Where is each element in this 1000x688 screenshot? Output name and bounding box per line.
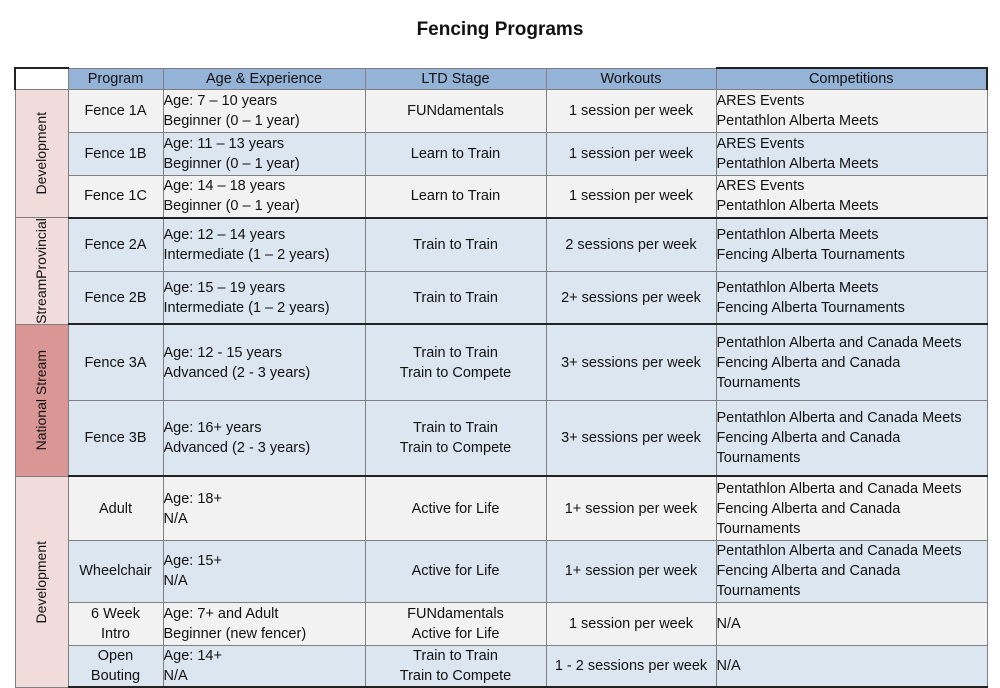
- cell-ltd-stage: [365, 133, 546, 176]
- program-line: Fence 2B: [84, 289, 147, 306]
- age-line: Beginner (new fencer): [163, 625, 307, 642]
- table-row: [15, 476, 987, 540]
- cell-program: [68, 90, 163, 133]
- cell-age-experience: [163, 400, 365, 476]
- competitions-line: Pentathlon Alberta Meets: [716, 198, 879, 215]
- group-development-1: [15, 90, 68, 218]
- table-row: [15, 218, 987, 272]
- age-line: Beginner (0 – 1 year): [163, 156, 300, 172]
- age-line: Age: 14+: [163, 648, 222, 665]
- header-corner: [15, 68, 68, 90]
- age-line: Intermediate (1 – 2 years): [163, 246, 330, 263]
- program-line: Adult: [98, 500, 133, 517]
- page-title: Fencing Programs: [416, 19, 584, 40]
- cell-workouts: 1 - 2 sessions per week: [546, 645, 716, 687]
- ltd-line: Active for Life: [411, 625, 500, 642]
- age-line: Beginner (0 – 1 year): [163, 198, 300, 215]
- competitions-line: Tournaments: [716, 374, 801, 391]
- ltd-line: FUNdamentals: [407, 605, 504, 622]
- cell-age-experience: [163, 476, 365, 540]
- competitions-line: ARES Events: [716, 93, 805, 109]
- cell-program: [68, 476, 163, 540]
- age-line: Age: 12 - 15 years: [163, 344, 282, 361]
- competitions-line: Fencing Alberta Tournaments: [716, 246, 905, 263]
- cell-program: [68, 645, 163, 687]
- program-line: Fence 2A: [84, 236, 147, 253]
- program-line: Fence 3A: [84, 354, 147, 371]
- cell-competitions: [716, 602, 987, 645]
- ltd-line: Train to Train: [413, 420, 498, 437]
- cell-ltd-stage: [365, 272, 546, 325]
- cell-age-experience: [163, 540, 365, 602]
- competitions-line: Tournaments: [716, 583, 801, 600]
- ltd-line: Train to Train: [413, 648, 498, 665]
- ltd-line: Active for Life: [411, 563, 500, 580]
- age-line: Beginner (0 – 1 year): [163, 113, 300, 129]
- cell-program: [68, 176, 163, 218]
- cell-competitions: [716, 272, 987, 325]
- program-line: Fence 1A: [84, 103, 147, 119]
- table-row: [15, 272, 987, 325]
- age-line: Age: 7 – 10 years: [163, 93, 278, 109]
- group-label: Development: [33, 112, 49, 195]
- competitions-line: N/A: [716, 658, 741, 675]
- cell-age-experience: [163, 176, 365, 218]
- age-line: Age: 14 – 18 years: [163, 178, 286, 195]
- age-line: Age: 18+: [163, 490, 222, 507]
- competitions-line: Fencing Alberta and Canada: [716, 354, 901, 371]
- age-line: Age: 15+: [163, 553, 222, 570]
- cell-competitions: [716, 540, 987, 602]
- cell-competitions: [716, 218, 987, 272]
- competitions-line: Pentathlon Alberta and Canada Meets: [716, 334, 962, 351]
- group-label: Provincial Stream: [33, 218, 49, 324]
- cell-workouts: 1 session per week: [546, 133, 716, 176]
- cell-age-experience: [163, 324, 365, 400]
- cell-age-experience: [163, 645, 365, 687]
- competitions-line: Tournaments: [716, 450, 801, 467]
- group-label: Development: [33, 540, 49, 624]
- cell-program: [68, 540, 163, 602]
- age-line: N/A: [163, 573, 188, 590]
- cell-workouts: 1+ session per week: [546, 540, 716, 602]
- cell-competitions: [716, 324, 987, 400]
- cell-program: [68, 400, 163, 476]
- competitions-line: Fencing Alberta and Canada: [716, 430, 901, 447]
- table-row: [15, 324, 987, 400]
- table-row: [15, 176, 987, 218]
- table-row: [15, 133, 987, 176]
- ltd-line: Learn to Train: [410, 146, 501, 162]
- cell-ltd-stage: [365, 400, 546, 476]
- age-line: Advanced (2 - 3 years): [163, 364, 311, 381]
- program-line: Bouting: [90, 668, 141, 685]
- cell-competitions: [716, 645, 987, 687]
- cell-program: [68, 133, 163, 176]
- competitions-line: Pentathlon Alberta and Canada Meets: [716, 543, 962, 560]
- header-program: Program: [68, 68, 163, 90]
- competitions-line: Pentathlon Alberta and Canada Meets: [716, 410, 962, 427]
- ltd-line: FUNdamentals: [407, 103, 504, 119]
- cell-workouts: 1 session per week: [546, 90, 716, 133]
- table-row: [15, 645, 987, 687]
- age-line: N/A: [163, 668, 188, 685]
- programs-table: [14, 67, 988, 688]
- cell-age-experience: [163, 272, 365, 325]
- age-line: Age: 7+ and Adult: [163, 605, 279, 622]
- cell-ltd-stage: [365, 324, 546, 400]
- header-age-experience: Age & Experience: [163, 68, 365, 90]
- header-ltd-stage: LTD Stage: [365, 68, 546, 90]
- group-provincial-stream: [15, 218, 68, 325]
- cell-workouts: 3+ sessions per week: [546, 324, 716, 400]
- cell-age-experience: [163, 218, 365, 272]
- program-line: Open: [97, 648, 134, 665]
- cell-workouts: 1 session per week: [546, 602, 716, 645]
- cell-competitions: [716, 176, 987, 218]
- competitions-line: Fencing Alberta and Canada: [716, 563, 901, 580]
- group-development-2: [15, 476, 68, 687]
- cell-program: [68, 324, 163, 400]
- cell-workouts: 1 session per week: [546, 176, 716, 218]
- cell-workouts: 2 sessions per week: [546, 218, 716, 272]
- ltd-line: Train to Train: [413, 344, 498, 361]
- ltd-line: Train to Compete: [399, 668, 512, 685]
- cell-program: [68, 218, 163, 272]
- program-line: Intro: [100, 625, 130, 642]
- age-line: Age: 11 – 13 years: [163, 136, 285, 152]
- cell-ltd-stage: [365, 645, 546, 687]
- competitions-line: N/A: [716, 615, 741, 632]
- competitions-line: Fencing Alberta Tournaments: [716, 299, 905, 316]
- age-line: Advanced (2 - 3 years): [163, 440, 311, 457]
- cell-program: [68, 602, 163, 645]
- group-label: National Stream: [33, 350, 49, 451]
- program-line: Fence 3B: [84, 430, 147, 447]
- cell-age-experience: [163, 133, 365, 176]
- cell-ltd-stage: [365, 476, 546, 540]
- group-national-stream: [15, 324, 68, 476]
- cell-ltd-stage: [365, 218, 546, 272]
- ltd-line: Train to Compete: [399, 440, 512, 457]
- competitions-line: Pentathlon Alberta Meets: [716, 226, 879, 243]
- competitions-line: Pentathlon Alberta Meets: [716, 113, 879, 129]
- cell-workouts: 2+ sessions per week: [546, 272, 716, 325]
- header-competitions: Competitions: [716, 68, 987, 90]
- table-row: [15, 90, 987, 133]
- table-row: [15, 602, 987, 645]
- age-line: Age: 12 – 14 years: [163, 226, 286, 243]
- cell-ltd-stage: [365, 90, 546, 133]
- cell-age-experience: [163, 90, 365, 133]
- competitions-line: Pentathlon Alberta Meets: [716, 279, 879, 296]
- table-row: [15, 540, 987, 602]
- header-workouts: Workouts: [546, 68, 716, 90]
- competitions-line: Tournaments: [716, 520, 801, 537]
- age-line: Age: 16+ years: [163, 420, 262, 437]
- table-row: [15, 400, 987, 476]
- cell-age-experience: [163, 602, 365, 645]
- ltd-line: Train to Compete: [399, 364, 512, 381]
- program-line: Fence 1C: [84, 188, 147, 205]
- program-line: 6 Week: [91, 605, 140, 622]
- age-line: Intermediate (1 – 2 years): [163, 299, 330, 316]
- ltd-line: Active for Life: [411, 500, 500, 517]
- cell-workouts: 1+ session per week: [546, 476, 716, 540]
- cell-ltd-stage: [365, 540, 546, 602]
- ltd-line: Learn to Train: [410, 188, 501, 205]
- competitions-line: Pentathlon Alberta Meets: [716, 156, 879, 172]
- competitions-line: Pentathlon Alberta and Canada Meets: [716, 480, 962, 497]
- program-line: Fence 1B: [84, 146, 147, 162]
- header-row: [15, 68, 987, 90]
- age-line: Age: 15 – 19 years: [163, 279, 286, 296]
- cell-program: [68, 272, 163, 325]
- cell-competitions: [716, 476, 987, 540]
- ltd-line: Train to Train: [413, 236, 498, 253]
- age-line: N/A: [163, 510, 188, 527]
- competitions-line: ARES Events: [716, 178, 805, 195]
- program-line: Wheelchair: [79, 563, 152, 580]
- competitions-line: ARES Events: [716, 136, 805, 152]
- cell-ltd-stage: [365, 176, 546, 218]
- cell-competitions: [716, 90, 987, 133]
- cell-ltd-stage: [365, 602, 546, 645]
- cell-competitions: [716, 400, 987, 476]
- ltd-line: Train to Train: [413, 289, 498, 306]
- cell-workouts: 3+ sessions per week: [546, 400, 716, 476]
- competitions-line: Fencing Alberta and Canada: [716, 500, 901, 517]
- cell-competitions: [716, 133, 987, 176]
